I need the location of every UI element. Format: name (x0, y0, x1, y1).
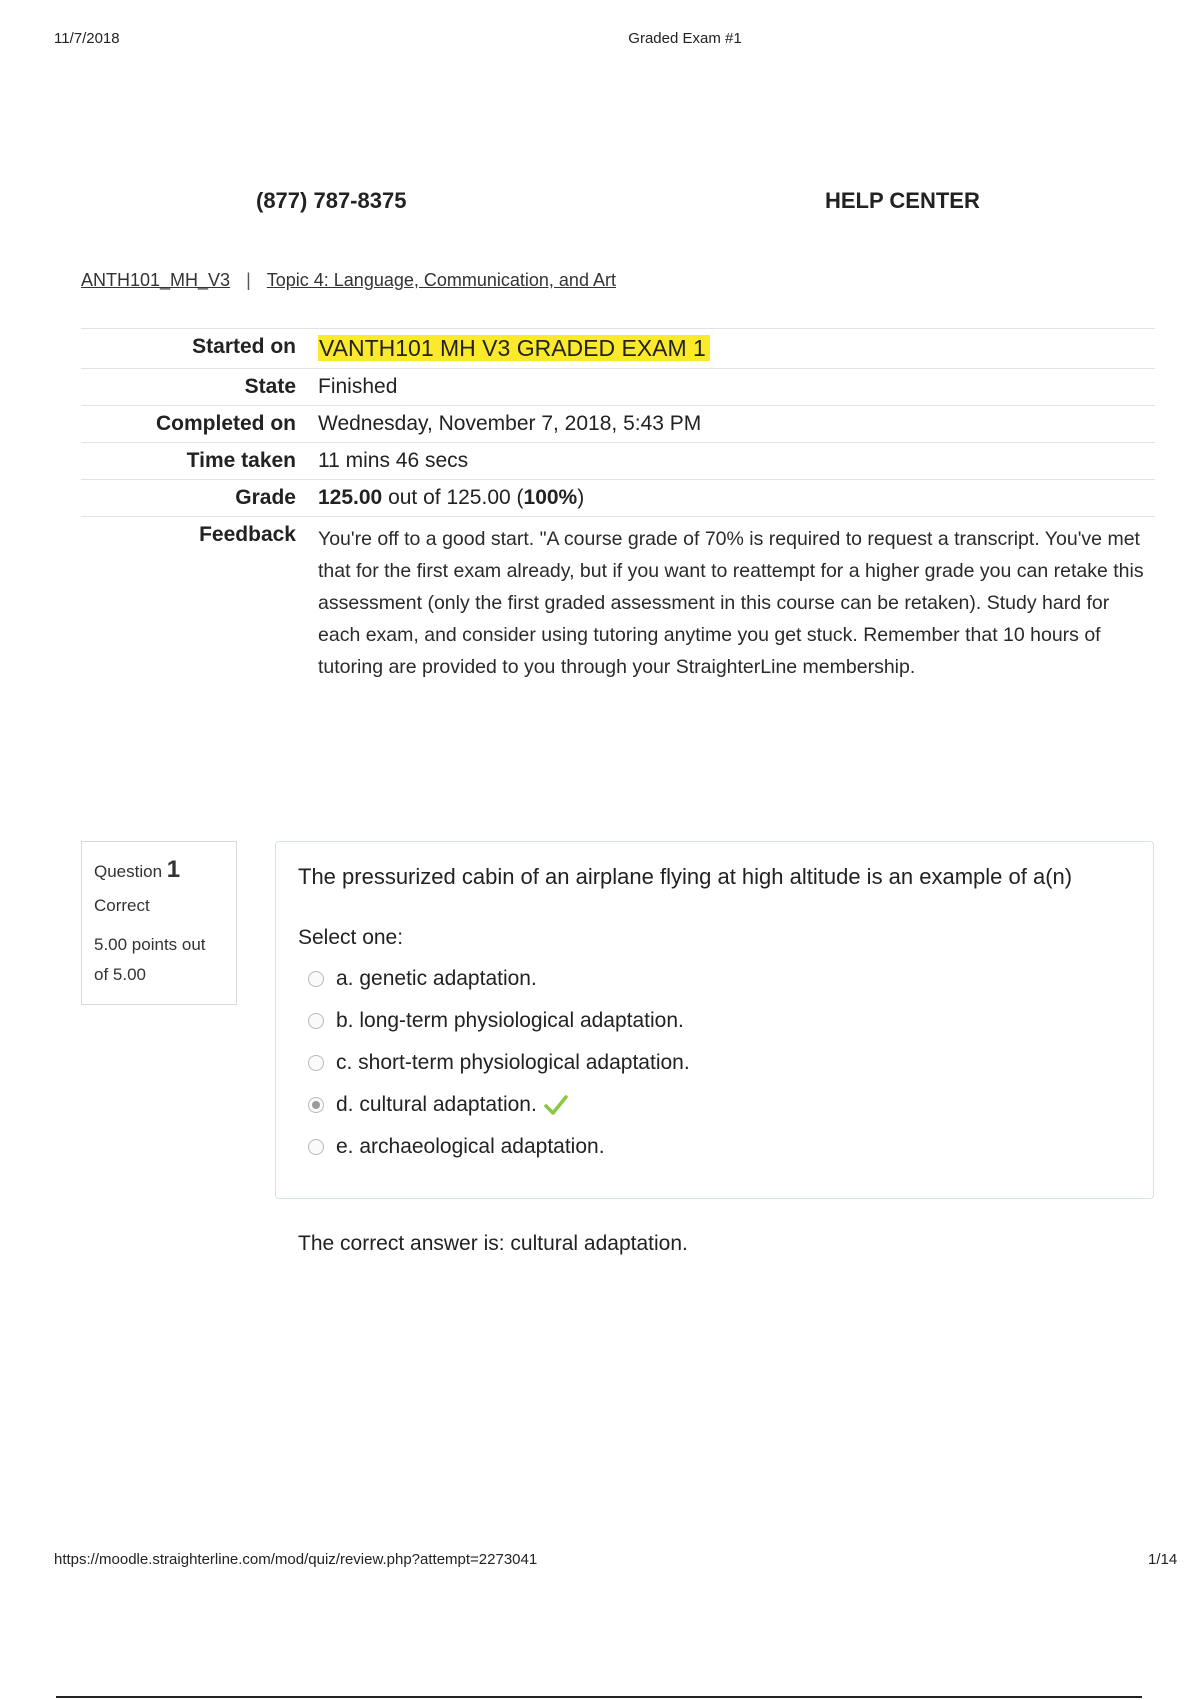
completed-on-label: Completed on (156, 412, 296, 435)
radio-e[interactable] (308, 1139, 324, 1155)
breadcrumb-topic-link[interactable]: Topic 4: Language, Communication, and Art (266, 270, 616, 290)
summary-row-grade (81, 480, 1155, 517)
answer-label-e: e. archaeological adaptation. (336, 1135, 605, 1158)
summary-row-time (81, 443, 1155, 480)
help-center-link[interactable]: HELP CENTER (825, 188, 980, 213)
state-label: State (244, 375, 296, 398)
attempt-summary-table (81, 328, 1155, 689)
time-taken-value: 11 mins 46 secs (318, 449, 469, 472)
summary-row-started (81, 329, 1155, 369)
question-state: Correct (94, 896, 150, 915)
select-one-prompt: Select one: (298, 926, 404, 949)
breadcrumb (81, 270, 616, 291)
answer-label-b: b. long-term physiological adaptation. (336, 1009, 684, 1032)
question-num: 1 (166, 856, 181, 883)
summary-row-completed (81, 406, 1155, 443)
time-taken-label: Time taken (186, 449, 296, 472)
state-value: Finished (318, 375, 398, 398)
grade-out-of: out of 125.00 ( (382, 486, 524, 509)
grade-value (318, 480, 1155, 517)
grade-score: 125.00 (318, 486, 383, 509)
correct-answer-text: The correct answer is: cultural adaptation. (298, 1232, 688, 1255)
radio-a[interactable] (308, 971, 324, 987)
breadcrumb-separator: | (246, 270, 251, 290)
print-title: Graded Exam #1 (628, 30, 742, 47)
grade-close: ) (577, 486, 585, 509)
question-number (94, 856, 224, 884)
answer-option-c[interactable] (298, 1042, 1131, 1084)
question-info-panel (81, 841, 237, 1005)
question-text: The pressurized cabin of an airplane flying at high altitude is an example of a(n) (298, 864, 1073, 889)
page-divider (56, 1696, 1142, 1698)
answer-option-b[interactable] (298, 1000, 1131, 1042)
print-date: 11/7/2018 (54, 30, 120, 47)
question-content-box (275, 841, 1154, 1199)
page-number: 1/14 (1148, 1551, 1178, 1568)
feedback-label: Feedback (199, 523, 296, 546)
feedback-text: You're off to a good start. "A course grade of 70% is required to request a transcript. You've met that for the first exam already, but if you want to reattempt for a higher grade you can retake this assessment (only the first graded assessment in this course can be retaken). Study hard for each exam, and consider using tutoring anytime you get stuck. Remember that 10 hours of tutoring are provided to you through your StraighterLine membership. (318, 528, 1144, 678)
print-url: https://moodle.straighterline.com/mod/quiz/review.php?attempt=2273041 (54, 1551, 538, 1568)
radio-d-selected[interactable] (308, 1097, 324, 1113)
started-on-label: Started on (192, 335, 296, 358)
grade-percent: 100% (523, 486, 578, 509)
started-on-value: VANTH101 MH V3 GRADED EXAM 1 (318, 335, 710, 361)
breadcrumb-course-link[interactable]: ANTH101_MH_V3 (81, 270, 231, 290)
answer-option-d[interactable] (298, 1084, 1131, 1126)
summary-row-state (81, 369, 1155, 406)
answer-label-c: c. short-term physiological adaptation. (336, 1051, 690, 1074)
answer-option-e[interactable] (298, 1126, 1131, 1168)
phone-number[interactable]: (877) 787-8375 (256, 188, 407, 213)
summary-row-feedback (81, 517, 1155, 690)
radio-b[interactable] (308, 1013, 324, 1029)
grade-label: Grade (235, 486, 296, 509)
completed-on-value: Wednesday, November 7, 2018, 5:43 PM (318, 412, 702, 435)
answer-option-a[interactable] (298, 958, 1131, 1000)
question-label: Question (94, 862, 163, 881)
question-grade: 5.00 points out of 5.00 (94, 935, 206, 984)
answer-list (298, 958, 1131, 1168)
checkmark-icon (543, 1092, 569, 1118)
answer-label-a: a. genetic adaptation. (336, 967, 537, 990)
radio-c[interactable] (308, 1055, 324, 1071)
answer-label-d: d. cultural adaptation. (336, 1093, 537, 1116)
